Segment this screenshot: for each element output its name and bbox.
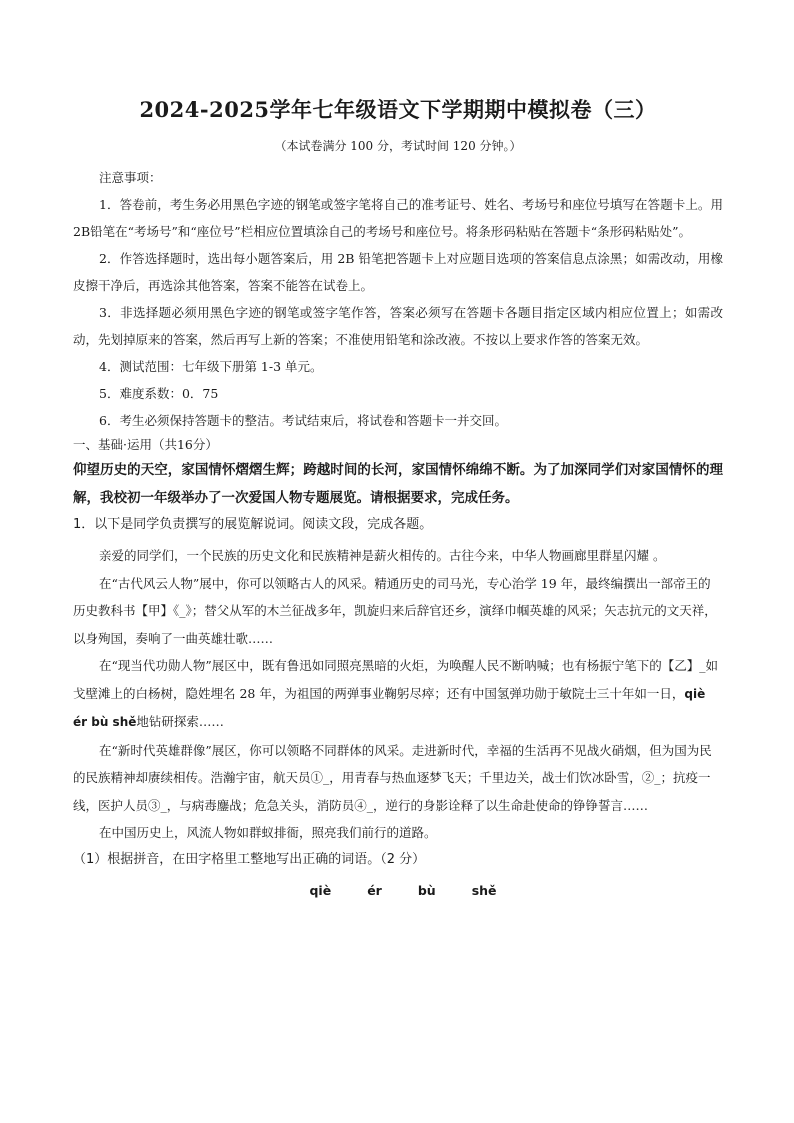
page-title: 2024-2025学年七年级语文下学期期中模拟卷（三） <box>139 97 657 122</box>
passage-text: 在“现当代功勋人物”展区中，既有鲁迅如同照亮黑暗的火炬，为唤醒人民不断呐喊；也有杨振宁笔下的【乙】_如戈壁滩上的白杨树，隐姓埋名 28 年，为祖国的两弹事业鞠躬尽瘁；还有中国氢弹功勋于敏院士三十年如一日， <box>73 658 719 701</box>
pinyin-row <box>73 881 723 901</box>
notice-item: 6．考生必须保持答题卡的整洁。考试结束后，将试卷和答题卡一并交回。 <box>99 413 507 428</box>
page-content <box>73 95 723 901</box>
passage-paragraph: 亲爱的同学们，一个民族的历史文化和民族精神是薪火相传的。古往今来，中华人物画廊里群星闪耀 。 <box>99 548 666 563</box>
passage-paragraph: 在中国历史上，风流人物如群蚁排衙，照亮我们前行的道路。 <box>99 825 437 840</box>
notice-item: 4．测试范围：七年级下册第 1-3 单元。 <box>99 359 323 374</box>
passage-paragraph <box>73 652 723 737</box>
pinyin-syllable: shě <box>471 882 497 898</box>
notice-item: 3．非选择题必须用黑色字迹的钢笔或签字笔作答，答案必须写在答题卡各题目指定区域内相应位置上；如需改动，先划掉原来的答案，然后再写上新的答案；不准使用铅笔和涂改液。不按以上要求作答的答案无效。 <box>73 305 723 347</box>
question-1-stem: 1．以下是同学负责撰写的展览解说词。阅读文段，完成各题。 <box>73 517 433 532</box>
passage-paragraph: 在“新时代英雄群像”展区，你可以领略不同群体的风采。走进新时代，幸福的生活再不见战火硝烟，但为国为民的民族精神却赓续相传。浩瀚宇宙，航天员①_，用青春与热血逐梦飞天；千里边关，战士们饮冰卧雪，②_；抗疫一线，医护人员③_，与病毒鏖战；危急关头，消防员④_，逆行的身影诠释了以生命赴使命的铮铮誓言…… <box>73 742 712 813</box>
sub-question-1: （1）根据拼音，在田字格里工整地写出正确的词语。（2 分） <box>73 851 426 867</box>
passage-text: 地钻研探索…… <box>136 714 224 729</box>
notice-heading: 注意事项： <box>99 170 162 185</box>
pinyin-syllable: ér <box>367 882 382 898</box>
notice-item: 2．作答选择题时，选出每小题答案后，用 2B 铅笔把答题卡上对应题目选项的答案信息点涂黑；如需改动，用橡皮擦干净后，再选涂其他答案，答案不能答在试卷上。 <box>73 251 723 293</box>
notice-item: 5．难度系数：0．75 <box>99 386 219 401</box>
pinyin-inline: qiè ér bù shě <box>73 686 706 729</box>
section-intro: 仰望历史的天空，家国情怀熠熠生辉；跨越时间的长河，家国情怀绵绵不断。为了加深同学们对家国情怀的理解，我校初一年级举办了一次爱国人物专题展览。请根据要求，完成任务。 <box>73 462 723 506</box>
pinyin-syllable: qiè <box>309 882 332 898</box>
pinyin-syllable: bù <box>417 882 436 898</box>
passage-paragraph: 在“古代风云人物”展中，你可以领略古人的风采。精通历史的司马光，专心治学 19 年，最终编撰出一部帝王的历史教科书【甲】《_》；替父从军的木兰征战多年，凯旋归来后辞官还乡，演绎巾帼英雄的风采；矢志抗元的文天祥，以身殉国，奏响了一曲英雄壮歌…… <box>73 575 717 646</box>
section-heading: 一、基础·运用（共16分） <box>73 437 218 452</box>
notice-item: 1．答卷前，考生务必用黑色字迹的钢笔或签字笔将自己的准考证号、姓名、考场号和座位号填写在答题卡上。用2B铅笔在“考场号”和“座位号”栏相应位置填涂自己的考场号和座位号。将条形码粘贴在答题卡“条形码粘贴处”。 <box>73 197 723 239</box>
exam-subtitle: （本试卷满分 100 分，考试时间 120 分钟。） <box>274 139 522 153</box>
